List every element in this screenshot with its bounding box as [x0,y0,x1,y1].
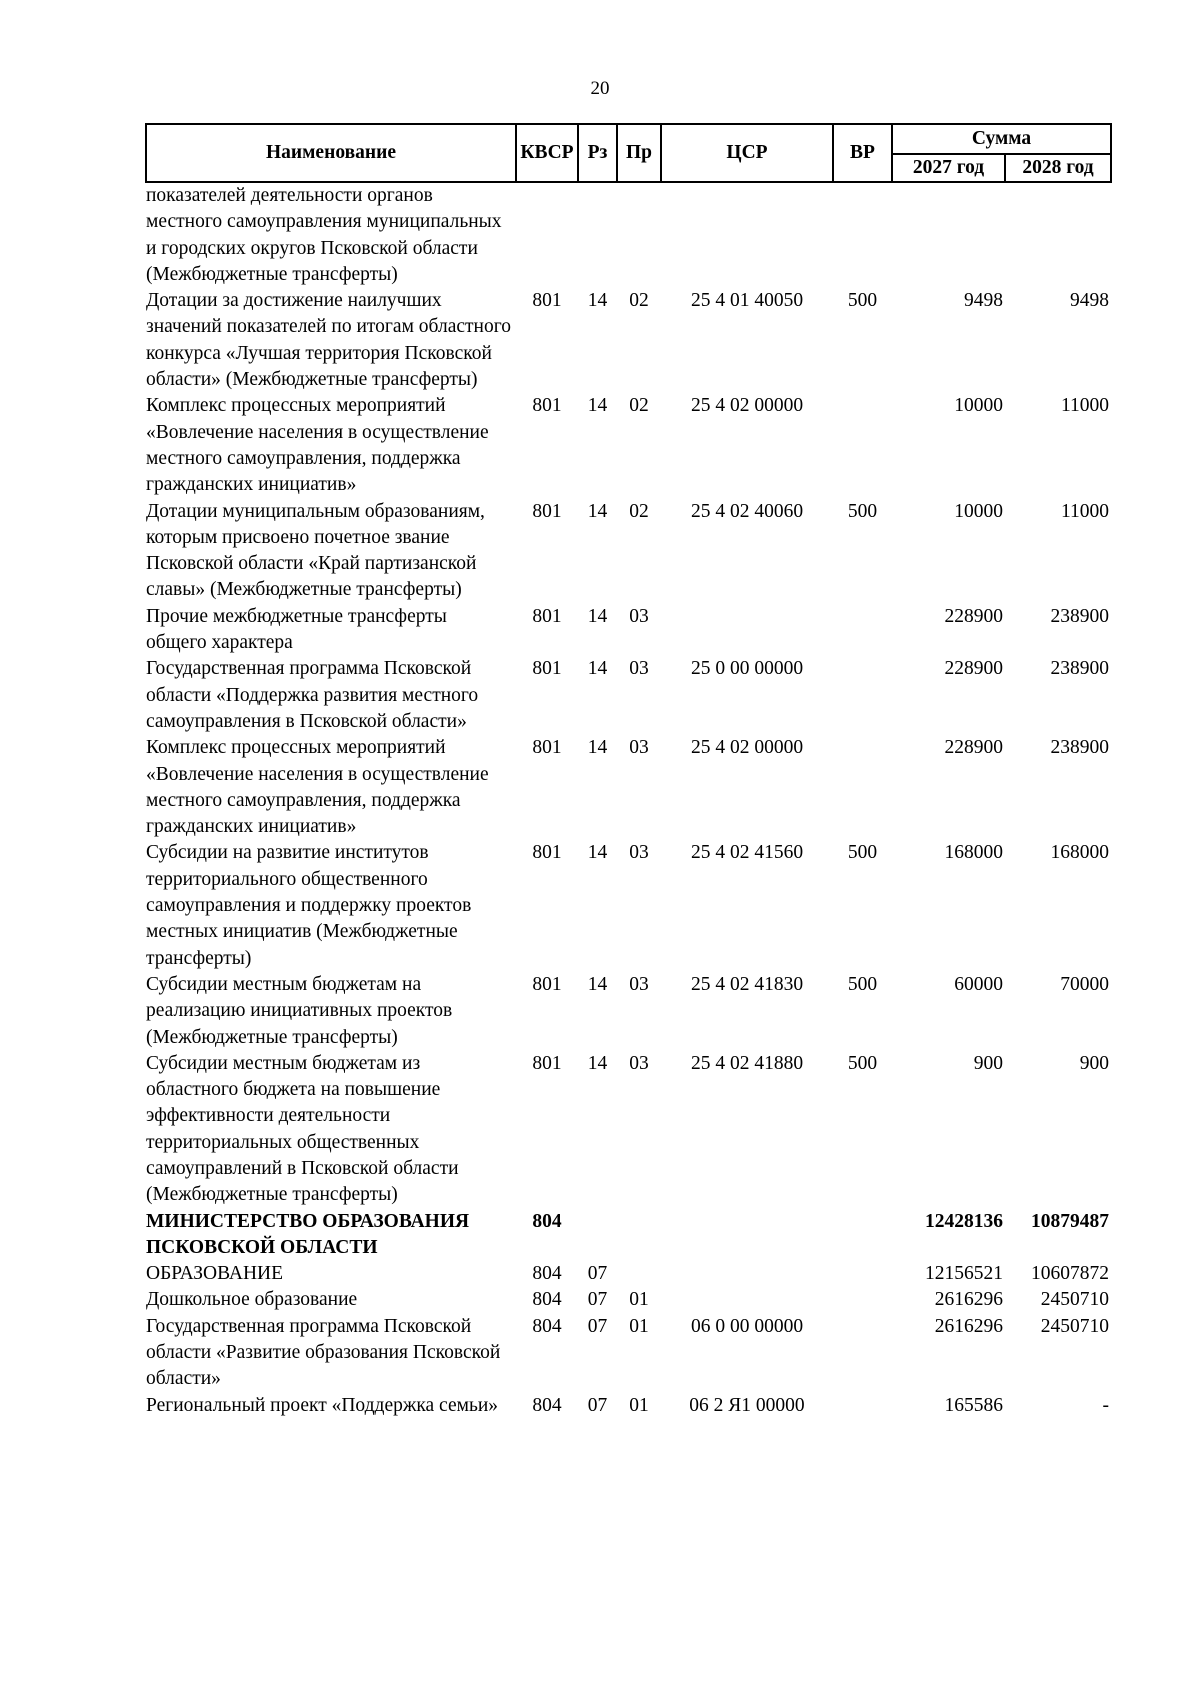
cell-csr: 25 0 00 00000 [690,658,804,680]
cell-name: Субсидии на развитие институтов территориального общественного самоуправления и поддержку проектов местных инициатив (Межбюджетные трансферты) [146,842,472,969]
cell-2027: 12156521 [925,1263,1003,1285]
cell-vr [833,735,892,840]
cell-2028: 10879487 [1031,1210,1109,1232]
cell-vr [833,182,892,288]
cell-2027: 10000 [954,395,1003,417]
cell-2028: 2450710 [1040,1315,1109,1337]
table-row [146,604,1111,657]
cell-rz: 14 [587,1052,608,1074]
cell-kvsr: 801 [532,500,562,522]
cell-2027: 900 [973,1052,1003,1074]
cell-vr [833,1287,892,1313]
cell-csr [661,1287,833,1313]
cell-pr: 03 [629,658,649,680]
cell-2028: 11000 [1060,395,1109,417]
cell-name: Комплекс процессных мероприятий «Вовлечение населения в осуществление местного самоуправления, поддержка гражданских инициатив» [146,737,489,838]
cell-kvsr: 801 [532,658,562,680]
budget-table [145,123,1112,1419]
cell-vr [833,1314,892,1393]
cell-rz: 14 [587,737,608,759]
cell-kvsr: 801 [532,973,562,995]
table-row [146,1051,1111,1209]
cell-pr: 03 [629,973,649,995]
cell-2028: 900 [1079,1052,1109,1074]
cell-2028: - [1102,1394,1109,1416]
cell-vr: 500 [847,290,878,312]
cell-2028: 70000 [1060,973,1109,995]
cell-vr [833,1393,892,1419]
cell-csr: 25 4 02 41560 [690,842,804,864]
cell-2027: 168000 [944,842,1003,864]
cell-name: Дошкольное образование [146,1289,358,1311]
cell-rz: 07 [587,1394,608,1416]
cell-pr: 02 [629,395,649,417]
cell-csr: 06 0 00 00000 [690,1315,804,1337]
cell-name: МИНИСТЕРСТВО ОБРАЗОВАНИЯ ПСКОВСКОЙ ОБЛАСТИ [146,1210,470,1258]
cell-pr: 03 [629,842,649,864]
cell-2027 [892,182,1005,288]
header-name: Наименование [146,124,516,182]
cell-2028: 238900 [1050,605,1109,627]
cell-pr: 02 [629,500,649,522]
cell-rz: 07 [587,1289,608,1311]
cell-2027: 2616296 [934,1315,1003,1337]
table-row [146,1314,1111,1393]
cell-pr: 03 [629,605,649,627]
cell-rz: 07 [587,1263,608,1285]
budget-table-container [145,123,1110,1419]
table-body [146,182,1111,1419]
cell-2028 [1005,182,1111,288]
cell-name: Комплекс процессных мероприятий «Вовлечение населения в осуществление местного самоуправления, поддержка гражданских инициатив» [146,395,489,496]
cell-csr [661,604,833,657]
cell-vr [833,1261,892,1287]
cell-csr [661,1209,833,1262]
table-row [146,1287,1111,1313]
cell-name: Государственная программа Псковской области «Поддержка развития местного самоуправления в Псковской области» [146,658,479,732]
table-row [146,656,1111,735]
page-number: 20 [590,78,610,99]
cell-2027: 165586 [944,1394,1003,1416]
table-row [146,1261,1111,1287]
cell-rz: 14 [587,842,608,864]
cell-2028: 11000 [1060,500,1109,522]
cell-kvsr: 801 [532,1052,562,1074]
cell-vr [833,656,892,735]
cell-2027: 228900 [944,658,1003,680]
cell-kvsr: 804 [532,1394,562,1416]
cell-rz: 14 [587,500,608,522]
cell-kvsr: 801 [532,737,562,759]
cell-name: Региональный проект «Поддержка семьи» [146,1394,499,1416]
cell-vr: 500 [847,1052,878,1074]
cell-rz: 07 [587,1315,608,1337]
cell-rz: 14 [587,605,608,627]
cell-kvsr: 804 [532,1263,562,1285]
header-rz: Рз [578,124,617,182]
table-row [146,499,1111,604]
table-row [146,182,1111,288]
cell-rz: 14 [587,658,608,680]
cell-2028: 9498 [1070,290,1109,312]
cell-2028: 238900 [1050,658,1109,680]
cell-rz [578,1209,617,1262]
cell-kvsr: 801 [532,605,562,627]
cell-2027: 9498 [964,290,1003,312]
cell-2027: 12428136 [925,1210,1003,1232]
table-row [146,840,1111,971]
cell-kvsr [516,182,578,288]
cell-vr: 500 [847,973,878,995]
cell-vr: 500 [847,842,878,864]
cell-2027: 60000 [954,973,1003,995]
header-year-2028: 2028 год [1005,154,1111,182]
cell-vr: 500 [847,500,878,522]
cell-2028: 10607872 [1031,1263,1109,1285]
cell-2028: 2450710 [1040,1289,1109,1311]
cell-csr: 25 4 02 40060 [690,500,804,522]
table-row [146,735,1111,840]
cell-csr: 25 4 02 00000 [690,737,804,759]
cell-kvsr: 804 [532,1289,562,1311]
table-row [146,288,1111,393]
cell-2027: 228900 [944,605,1003,627]
cell-pr [617,1261,661,1287]
cell-vr [833,393,892,498]
table-row [146,1209,1111,1262]
header-year-2027: 2027 год [892,154,1005,182]
cell-kvsr: 804 [532,1210,562,1232]
cell-csr: 06 2 Я1 00000 [689,1394,805,1416]
cell-2028: 238900 [1050,737,1109,759]
header-kvsr: КВСР [516,124,578,182]
cell-name: Государственная программа Псковской области «Развитие образования Псковской области» [146,1315,501,1390]
cell-2027: 2616296 [934,1289,1003,1311]
cell-csr: 25 4 02 41830 [690,973,804,995]
cell-kvsr: 801 [532,290,562,312]
cell-pr: 02 [629,290,649,312]
header-csr: ЦСР [661,124,833,182]
cell-vr [833,1209,892,1262]
cell-csr [661,182,833,288]
cell-name: Дотации муниципальным образованиям, которым присвоено почетное звание Псковской области «Край партизанской славы» (Межбюджетные трансферты) [146,500,485,601]
cell-name: показателей деятельности органов местного самоуправления муниципальных и городских округов Псковской области (Межбюджетные трансферты) [146,185,502,285]
cell-kvsr: 801 [532,842,562,864]
cell-rz: 14 [587,973,608,995]
cell-kvsr: 804 [532,1315,562,1337]
cell-pr: 01 [629,1289,649,1311]
cell-pr [617,1209,661,1262]
cell-name: Субсидии местным бюджетам на реализацию инициативных проектов (Межбюджетные трансферты) [146,973,453,1048]
cell-name: Прочие межбюджетные трансферты общего характера [146,605,447,654]
cell-2027: 228900 [944,737,1003,759]
cell-kvsr: 801 [532,395,562,417]
cell-csr: 25 4 02 41880 [690,1052,804,1074]
table-row [146,972,1111,1051]
cell-csr: 25 4 01 40050 [690,290,804,312]
cell-pr: 01 [629,1315,649,1337]
cell-rz: 14 [587,290,608,312]
cell-csr [661,1261,833,1287]
cell-name: ОБРАЗОВАНИЕ [146,1263,284,1285]
cell-name: Дотации за достижение наилучших значений показателей по итогам областного конкурса «Лучшая территория Псковской области» (Межбюджетные трансферты) [146,290,511,391]
header-sum: Сумма [892,124,1111,154]
cell-rz [578,182,617,288]
cell-csr: 25 4 02 00000 [690,395,804,417]
cell-pr [617,182,661,288]
cell-2028: 168000 [1050,842,1109,864]
cell-vr [833,604,892,657]
cell-rz: 14 [587,395,608,417]
cell-pr: 01 [629,1394,649,1416]
cell-name: Субсидии местным бюджетам из областного бюджета на повышение эффективности деятельности территориальных общественных самоуправлений в Псковской области (Межбюджетные трансферты) [146,1052,459,1206]
table-header [146,124,1111,182]
cell-pr: 03 [629,737,649,759]
table-row [146,393,1111,498]
header-vr: ВР [833,124,892,182]
header-pr: Пр [617,124,661,182]
cell-2027: 10000 [954,500,1003,522]
cell-pr: 03 [629,1052,649,1074]
table-row [146,1393,1111,1419]
